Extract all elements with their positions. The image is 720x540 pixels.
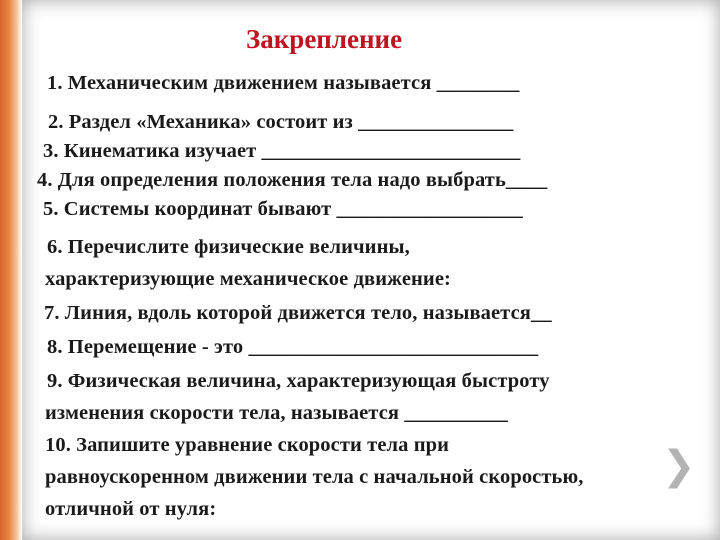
slide-title: Закрепление [246, 24, 403, 54]
question-6-line-1: 6. Перечислите физические величины, [47, 236, 410, 258]
question-3: 3. Кинематика изучает _________________________ [43, 140, 521, 162]
question-4: 4. Для определения положения тела надо выбрать____ [37, 169, 548, 191]
question-10-line-1: 10. Запишите уравнение скорости тела при [45, 434, 450, 456]
question-2: 2. Раздел «Механика» состоит из _______________ [48, 111, 514, 133]
question-1: 1. Механическим движением называется ________ [47, 72, 520, 94]
question-10-line-3: отличной от нуля: [45, 498, 217, 520]
question-10-line-2: равноускоренном движении тела с начальной скоростью, [45, 466, 584, 488]
question-7: 7. Линия, вдоль которой движется тело, называется__ [44, 302, 552, 324]
question-9-line-2: изменения скорости тела, называется __________ [45, 402, 508, 424]
slide-side-bar [0, 0, 22, 540]
question-9-line-1: 9. Физическая величина, характеризующая быстроту [47, 370, 550, 392]
question-6-line-2: характеризующие механическое движение: [45, 268, 451, 290]
chevron-right-icon[interactable]: ❯ [662, 443, 696, 489]
question-8: 8. Перемещение - это ____________________________ [47, 336, 539, 358]
question-5: 5. Системы координат бывают __________________ [43, 198, 523, 220]
